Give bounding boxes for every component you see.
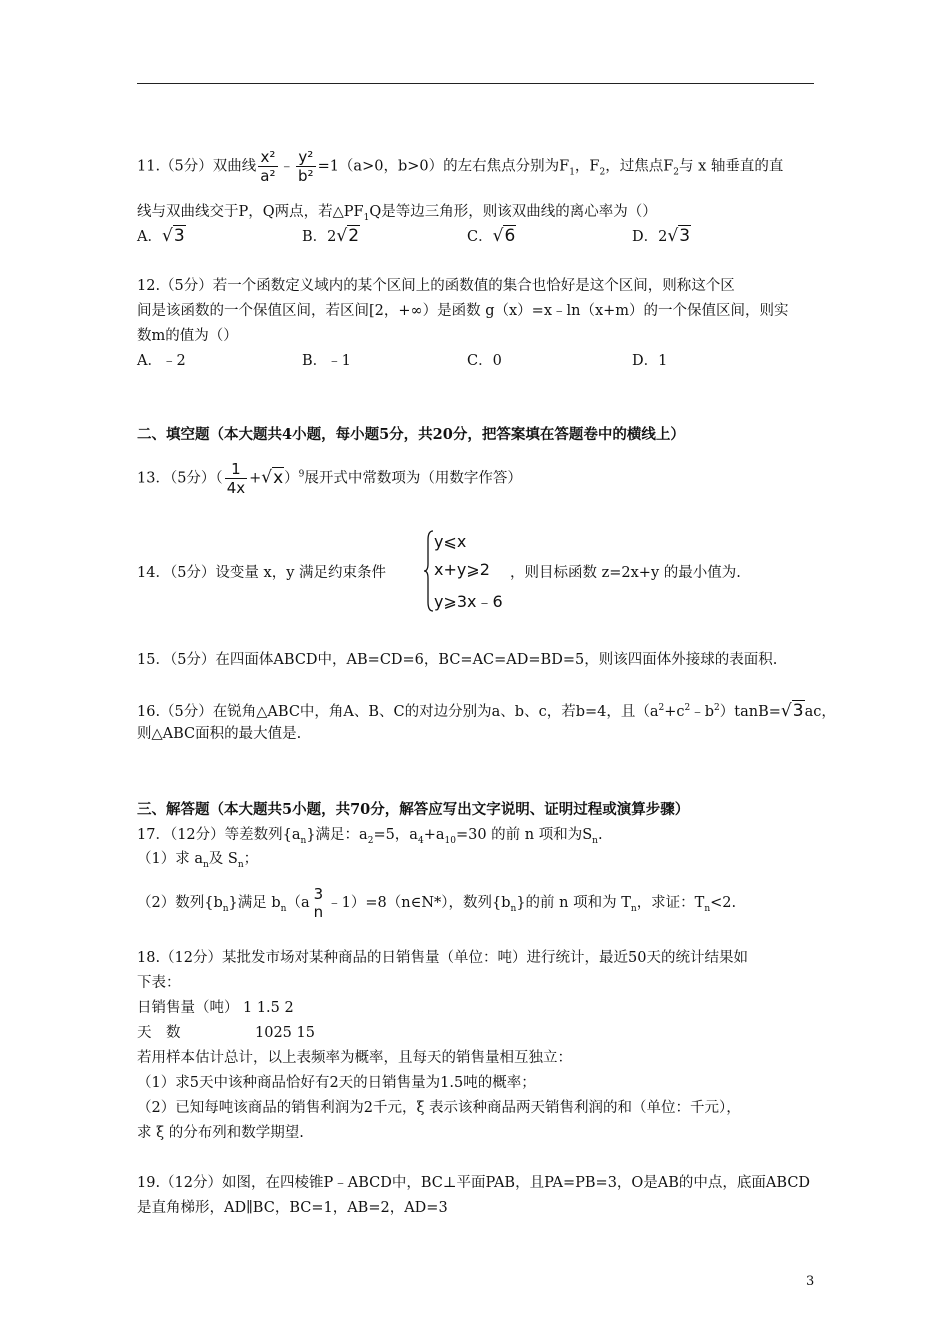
q17-l1e: =30 的前 n 项和为S — [455, 827, 593, 843]
q16-sup1: 2 — [658, 703, 665, 713]
q16-line1 — [137, 698, 836, 722]
section-2-heading: 二、填空题（本大题共4小题，每小题5分，共20分，把答案填在答题卷中的横线上） — [137, 426, 685, 443]
q18-line6: （1）求5天中该种商品恰好有2天的日销售量为1.5吨的概率； — [137, 1075, 536, 1091]
page-number: 3 — [806, 1274, 815, 1289]
q11-opt-c-radicand: 6 — [504, 226, 516, 246]
q11-frac-y-den: b² — [298, 167, 314, 185]
q17-l2b: 及 S — [208, 851, 238, 867]
q11-sub3: 2 — [673, 167, 680, 178]
q11-opt-d-radicand: 3 — [679, 226, 691, 246]
q11-line2b: Q是等边三角形，则该双曲线的离心率为（） — [369, 204, 657, 220]
q11-option-b — [302, 226, 360, 247]
q17-line2 — [137, 849, 258, 875]
q17-l1a: 17．（12分）等差数列{a — [137, 827, 301, 843]
q17-s2: 2 — [367, 835, 374, 846]
q13-frac-num: 1 — [231, 460, 241, 478]
q17-l1b: }满足：a — [306, 827, 368, 843]
q11-opt-b-label: B．2 — [302, 229, 337, 245]
q18-line8: 求 ξ 的分布列和数学期望. — [137, 1125, 304, 1141]
q11-frac-x — [258, 148, 277, 185]
q17-l2c: ； — [243, 851, 259, 867]
q17-n2: n — [592, 835, 598, 846]
header-rule — [137, 83, 814, 84]
q13-radicand: x — [273, 467, 284, 488]
q15-line: 15．（5分）在四面体ABCD中，AB=CD=6，BC=AC=AD=BD=5，则该四面体外接球的表面积. — [137, 652, 778, 668]
q17-n6: n — [280, 903, 287, 914]
q16-mid: ）tanB= — [719, 703, 781, 720]
q16-radical: √3 — [780, 700, 804, 721]
q17-n7: n — [510, 903, 517, 914]
q12-option-d: D．1 — [632, 353, 668, 369]
q11-tail: ，过焦点F — [605, 158, 674, 175]
q17-l1f: . — [597, 827, 603, 843]
q17-n8: n — [630, 903, 637, 914]
q17-n9: n — [704, 903, 711, 914]
q12-option-c: C．0 — [467, 353, 502, 369]
q11-line2sub: 1 — [363, 212, 370, 223]
q18-line7: （2）已知每吨该商品的销售利润为2千元，ξ 表示该种商品两天销售利润的和（单位：千元）， — [137, 1100, 741, 1116]
q17-s10: 10 — [444, 835, 456, 846]
q14-constraint-2: x+y⩾2 — [434, 560, 490, 579]
q11-option-c — [467, 226, 516, 247]
q11-opt-b-radicand: 2 — [348, 226, 360, 246]
q18-row2-values: 1025 15 — [255, 1025, 315, 1041]
q16-minus: ﹣b — [690, 703, 715, 720]
q11-opt-d-label: D．2 — [632, 229, 668, 245]
q12-line1: 12.（5分）若一个函数定义域内的某个区间上的函数值的集合也恰好是这个区间，则称这个区 — [137, 278, 735, 294]
q11-sub2: 2 — [599, 167, 606, 178]
q11-opt-b-radical: √2 — [336, 226, 360, 246]
q17-l3b: }满足 b — [228, 895, 281, 911]
q19-line2: 是直角梯形，AD∥BC，BC=1，AB=2，AD=3 — [137, 1200, 448, 1216]
q17-l3g: <2. — [710, 895, 737, 911]
q13-frac — [225, 460, 247, 497]
q18-row2-label: 天 数 — [137, 1025, 181, 1041]
q17-n3: n — [202, 859, 209, 870]
q13-frac-den: 4x — [226, 479, 246, 497]
q11-comma: ，F — [574, 158, 600, 175]
q18-row1-label: 日销售量（吨） — [137, 1000, 239, 1016]
q12-option-a: A．﹣2 — [137, 353, 186, 369]
q17-s4: 4 — [417, 835, 424, 846]
q12-line3: 数m的值为（） — [137, 328, 238, 344]
q11-opt-a-label: A． — [137, 229, 162, 245]
q11-frac-x-num: x² — [260, 148, 276, 166]
q14-constraint-3: y⩾3x﹣6 — [434, 592, 503, 611]
q12-line2: 间是该函数的一个保值区间，若区间[2，+∞）是函数 g（x）=x﹣ln（x+m）的一个保值区间，则实 — [137, 303, 789, 319]
q18-line1: 18.（12分）某批发市场对某种商品的日销售量（单位：吨）进行统计，最近50天的统计结果如 — [137, 950, 748, 966]
q17-n5: n — [222, 903, 229, 914]
q11-tail2: 与 x 轴垂直的直 — [679, 158, 784, 175]
q11-opt-a-radical: √3 — [161, 226, 185, 246]
q16-sup3: 2 — [714, 703, 720, 713]
q11-opt-c-label: C． — [467, 229, 493, 245]
q17-n1: n — [300, 835, 307, 846]
q11-line2 — [137, 202, 657, 228]
q11-opt-c-radical: √6 — [492, 226, 516, 246]
q11-frac-x-den: a² — [260, 167, 276, 185]
q11-sub1: 1 — [569, 167, 575, 178]
q11-frac-y-num: y² — [298, 148, 314, 166]
q11-opt-a-radicand: 3 — [173, 226, 185, 246]
q13-plus: + — [249, 470, 262, 487]
q11-line2a: 线与双曲线交于P，Q两点，若△PF — [137, 204, 364, 220]
q13-radical: √x — [261, 467, 284, 488]
q11-option-a — [137, 226, 186, 247]
q13-tail: 展开式中常数项为（用数字作答） — [304, 470, 522, 487]
q17-l3a: （2）数列{b — [137, 895, 223, 911]
q11-opt-d-radical: √3 — [667, 226, 691, 246]
q17-n4: n — [237, 859, 244, 870]
q11-mid: =1（a>0，b>0）的左右焦点分别为F — [317, 158, 570, 175]
q14-tail: ，则目标函数 z=2x+y 的最小值为. — [510, 565, 741, 581]
section-3-heading: 三、解答题（本大题共5小题，共70分，解答应写出文字说明、证明过程或演算步骤） — [137, 801, 690, 818]
q17-frac-num: 3 — [313, 885, 324, 903]
q11-line1: 11.（5分）双曲线 $\frac{\text{x²}}{\text{a²}}$ ﹣ $\frac{\text{y²}}{\text{b²}}$ =1（a>0，b>0）的左右焦点分别为$F_1$，$F_2$，过焦点$F_2$与 x 轴垂直的直 — [137, 148, 784, 185]
q17-l1d: +a — [423, 827, 445, 843]
q18-line2: 下表： — [137, 975, 181, 991]
q14-prefix: 14．（5分）设变量 x，y 满足约束条件 — [137, 565, 387, 581]
q13-line: 13．（5分）（ $\frac{1}{4x}$ +√x）$^9$展开式中常数项为（用数字作答） — [137, 460, 522, 497]
q16-plus: +c — [664, 703, 685, 720]
q17-line3 — [137, 885, 736, 921]
q16-line2: 则△ABC面积的最大值是. — [137, 726, 302, 742]
q14-constraint-1: y⩽x — [434, 532, 467, 551]
q17-exponent-frac — [312, 885, 326, 921]
q18-line5: 若用样本估计总计，以上表频率为概率，且每天的销售量相互独立： — [137, 1050, 572, 1066]
q16-end: ac， — [804, 703, 836, 720]
q17-l3c: （a — [286, 895, 310, 911]
q14-brace — [424, 530, 434, 612]
q11-prefix: 11.（5分）双曲线 — [137, 158, 257, 175]
q18-row1-values: 1 1.5 2 — [243, 1000, 294, 1016]
q12-option-b: B．﹣1 — [302, 353, 351, 369]
q16-line1a: 16.（5分）在锐角△ABC中，角A、B、C的对边分别为a、b、c，若b=4，且（a — [137, 703, 659, 720]
q17-l3d: ﹣1）=8（n∈N*），数列{b — [327, 895, 511, 911]
q16-sup2: 2 — [684, 703, 691, 713]
q17-l1c: =5，a — [373, 827, 418, 843]
q11-option-d — [632, 226, 691, 247]
q13-exponent: 9 — [298, 469, 305, 480]
q17-l2a: （1）求 a — [137, 851, 203, 867]
q17-l3e: }的前 n 项和为 T — [516, 895, 631, 911]
q17-frac-den: n — [313, 903, 324, 921]
q17-line1 — [137, 825, 603, 851]
q17-l3f: ，求证：T — [636, 895, 705, 911]
q13-prefix: 13．（5分）（ — [137, 470, 223, 487]
q16-radicand: 3 — [792, 700, 804, 721]
q11-frac-y — [296, 148, 316, 185]
q19-line1: 19.（12分）如图，在四棱锥P﹣ABCD中，BC⊥平面PAB，且PA=PB=3，O是AB的中点，底面ABCD — [137, 1175, 811, 1191]
